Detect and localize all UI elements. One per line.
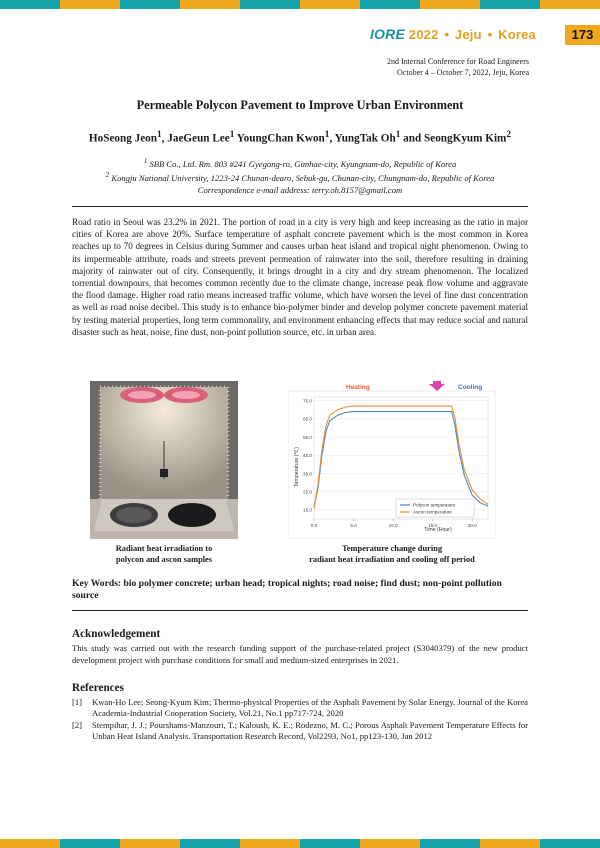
figure1-caption-line: polycon and ascon samples (115, 555, 213, 564)
bottom-color-stripe (0, 839, 600, 848)
reference-item (72, 697, 528, 719)
y-tick-label: 75.0 (303, 398, 312, 404)
y-axis-label: Temperature (℃) (294, 447, 300, 487)
keywords (72, 578, 528, 602)
y-tick-label: 45.0 (303, 453, 312, 459)
x-tick-label: 20.0 (467, 523, 477, 528)
conference-country: Korea (498, 27, 536, 42)
arrow-down-icon (429, 381, 445, 391)
author-name: YungTak Oh (334, 132, 396, 145)
y-tick-label: 15.0 (303, 507, 312, 513)
y-tick-label: 65.0 (303, 416, 312, 422)
top-color-stripe (0, 0, 600, 9)
y-tick-label: 55.0 (303, 434, 312, 440)
divider (72, 610, 528, 611)
affiliations (60, 156, 540, 196)
author-name: YoungChan Kwon (236, 132, 325, 145)
conference-date-line: October 4 – October 7, 2022, Jeju, Korea (397, 67, 529, 77)
reference-number: [2] (72, 720, 83, 730)
acknowledgement-heading: Acknowledgement (72, 628, 161, 640)
page-number: 173 (565, 25, 600, 45)
reference-text: Stempihar, J. J.; Pourshams-Manzouri, T.; Kaloush, K. E.; Rodezno, M. C.; Porous Asphalt Pavement Temperature Effects for Unban Heat Island Analysis. Transportation Research Record, Vol2293, No1, pp123-130, Jan 2012 (92, 720, 528, 742)
author-affiliation-mark: 1 (324, 130, 330, 140)
x-tick-label: 10.0 (388, 523, 398, 528)
bullet-dot-icon: • (444, 27, 450, 42)
y-tick-label: 35.0 (303, 471, 312, 477)
radiant-heat-photo (90, 381, 238, 539)
legend-label: Polycon temperature (413, 502, 456, 508)
references-heading: References (72, 682, 124, 694)
conference-year: 2022 (408, 27, 439, 42)
conference-logo-mark: IORE (369, 26, 405, 42)
x-tick-label: 0.0 (310, 523, 318, 528)
conference-city: Jeju (454, 27, 482, 42)
figure2-caption (283, 543, 501, 565)
keywords-label: Key Words: (72, 578, 122, 589)
bullet-dot-icon: • (487, 27, 493, 42)
affiliation-text: Kongju National University, 1223-24 Chunan-dearo, Sebuk-gu, Chunan-city, Chungnam-do, Republic of Korea (111, 173, 495, 184)
conference-name-line: 2nd Internal Conference for Road Engineers (387, 57, 529, 66)
figure2-caption-line: Temperature change during (341, 544, 443, 553)
y-tick-label: 25.0 (303, 489, 312, 495)
author-affiliation-mark: 1 (395, 130, 401, 140)
temperature-chart-svg (288, 381, 496, 539)
author-affiliation-mark: 2 (506, 130, 512, 140)
x-tick-label: 15.0 (428, 523, 438, 528)
affiliation-mark: 1 (143, 157, 148, 165)
author-affiliation-mark: 1 (157, 130, 162, 140)
paper-title: Permeable Polycon Pavement to Improve Urban Environment (136, 98, 464, 112)
affiliation-line (60, 170, 540, 184)
conference-info (387, 57, 529, 78)
figure1-caption (80, 543, 248, 565)
correspondence-line: Correspondence e-mail address: terry.oh.8157@gmail.com (197, 184, 403, 195)
reference-number: [1] (72, 697, 83, 707)
author-list: HoSeong Jeon$^1$, JaeGeun Lee$^1$ YoungChan Kwon$^1$, YungTak Oh$^1$ and SeongKyum Kim$^2$ (88, 130, 512, 145)
figure1-caption-line: Radiant heat irradiation to (115, 544, 213, 553)
cooling-annotation: Cooling (458, 384, 483, 391)
affiliation-mark: 2 (105, 171, 110, 180)
conference-logo (370, 26, 536, 42)
figure2-caption-line: radiant heat irradiation and cooling off period (309, 555, 475, 564)
affiliation-line (60, 156, 540, 170)
keywords-text: bio polymer concrete; urban head; tropical nights; road noise; find dust; non-point pollution source (72, 578, 502, 601)
heating-annotation: Heating (346, 384, 370, 391)
acknowledgement-text: This study was carried out with the research funding support of the purchase-related project (S3040379) of the new product development project with purchase conditions for small and medium-sized enterprises in 2021. (72, 643, 528, 665)
x-tick-label: 5.0 (350, 523, 357, 528)
legend-label: Ascon temperature (413, 509, 452, 515)
divider (72, 206, 528, 207)
reference-text: Kwan-Ho Lee; Seong-Kyum Kim; Thermo-physical Properties of the Asphalt Pavement by Solar Energy. Journal of the Korea Academia-Industrial Cooperation Society, Vol.21, No.1 pp717-724, 2020 (92, 697, 528, 719)
author-name: JaeGeun Lee (167, 132, 230, 145)
x-axis-label: Time (Hour) (424, 527, 452, 533)
author-name: HoSeong Jeon (88, 132, 157, 145)
affiliation-text: SBB Co., Ltd. Rm. 803 #241 Gyegong-ro, Gimhae-city, Kyungnam-do, Republic of Korea (149, 158, 457, 169)
author-name: SeongKyum Kim (424, 132, 507, 145)
author-affiliation-mark: 1 (229, 130, 235, 140)
temperature-chart (288, 381, 496, 539)
reference-item (72, 720, 528, 742)
abstract: Road ratio in Seoul was 23.2% in 2021. The portion of road in a city is very high and keep increasing as the ratio in major cities of Korea are above 20%. Surface temperature of asphalt concrete pavement which is the most common in Korea reaches up to 70 degrees in Celsius during Summer and causes urban heat island and tropical night phenomenon. Owing to its impermeable attribute, roads and streets prevent permeation of rainwater into the soil, therefore resulting in draining majority of rainwater out of city. Consequently, it brings drought in a city and dry stream phenomenon. The localized torrential downpours, that becomes common recently due to the climate change, increase peak flow volume and aggravate the flood damage. Higher road ratio means increased traffic volume, which have worsen the level of fine dust concentration as well as road noise decibel. This study is to enhance bio-polymer binder and develop polymer concrete pavement material by testing material properties, long term commonality, and environment enhancing effects that may reduce social and natural disaster such as heat, noise, fine dust, non-point pollution source, etc. in urban area. (72, 217, 528, 337)
